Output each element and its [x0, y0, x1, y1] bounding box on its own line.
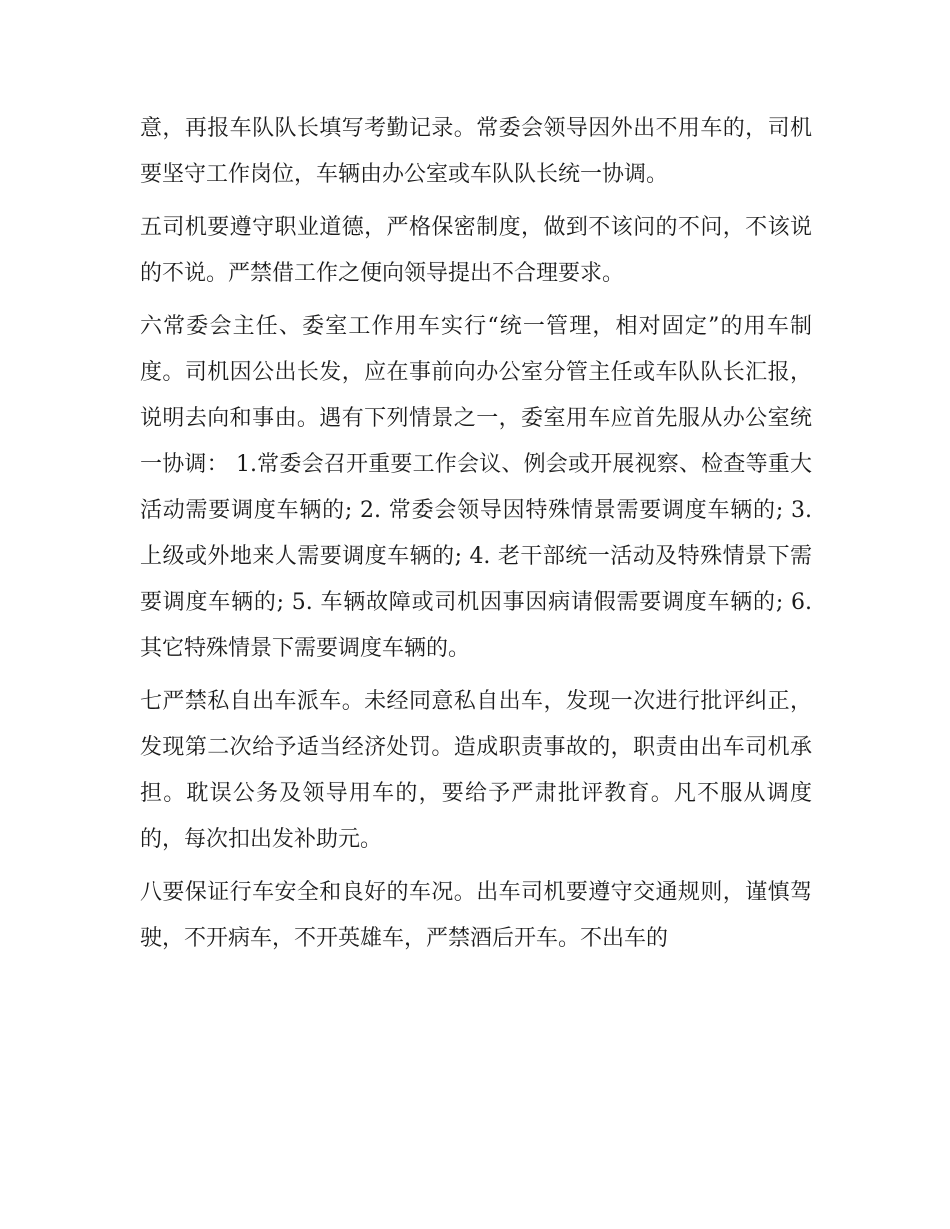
paragraph-attendance: 意，再报车队队长填写考勤记录。常委会领导因外出不用车的，司机要坚守工作岗位，车辆由办公室或车队队长统一协调。: [140, 116, 812, 187]
paragraph-rule-7: 七严禁私自出车派车。未经同意私自出车，发现一次进行批评纠正，发现第二次给予适当经济处罚。造成职责事故的，职责由出车司机承担。耽误公务及领导用车的，要给予严肃批评教育。凡不服从调度的，每次扣出发补助元。: [140, 689, 812, 852]
paragraph-rule-6: 六常委会主任、委室工作用车实行“统一管理，相对固定”的用车制度。司机因公出长发，应在事前向办公室分管主任或车队队长汇报，说明去向和事由。遇有下列情景之一，委室用车应首先服从办公室统一协调： 1.常委会召开重要工作会议、例会或开展视察、检查等重大活动需要调度车辆的; 2. 常委会领导因特殊情景需要调度车辆的; 3. 上级或外地来人需要调度车辆的; 4. 老干部统一活动及特殊情景下需要调度车辆的; 5. 车辆故障或司机因事因病请假需要调度车辆的; 6. 其它特殊情景下需要调度车辆的。: [140, 314, 812, 661]
paragraph-rule-5: 五司机要遵守职业道德，严格保密制度，做到不该问的不问，不该说的不说。严禁借工作之便向领导提出不合理要求。: [140, 215, 812, 286]
document-body: [140, 106, 812, 969]
paragraph-rule-8: 八要保证行车安全和良好的车况。出车司机要遵守交通规则，谨慎驾驶，不开病车，不开英雄车，严禁酒后开车。不出车的: [140, 880, 812, 951]
